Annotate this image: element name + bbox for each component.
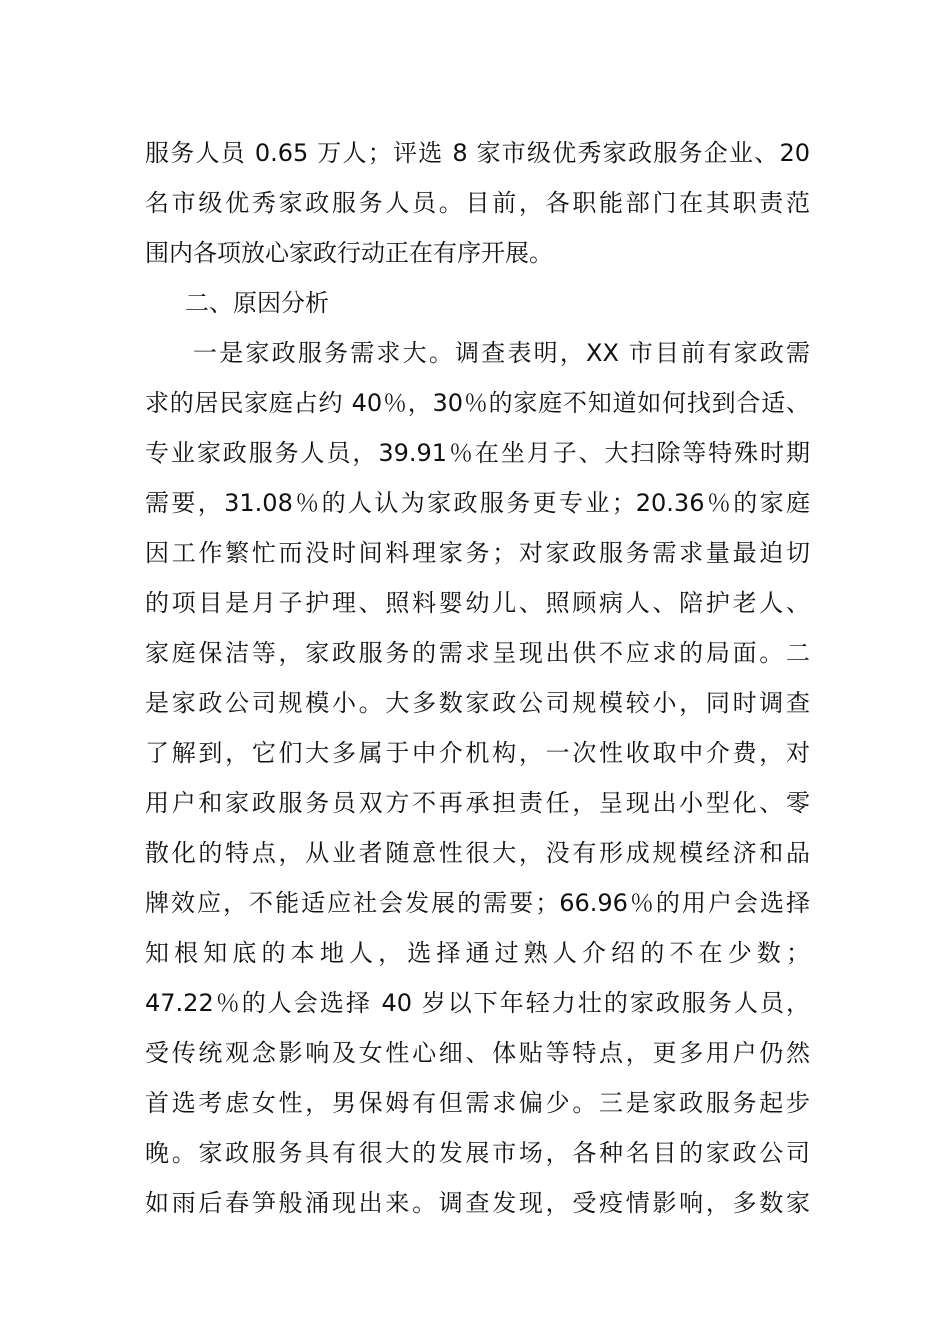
- text-line: 了解到，它们大多属于中介机构，一次性收取中介费，对: [145, 739, 810, 767]
- text-line: 因工作繁忙而没时间料理家务；对家政服务需求量最迫切: [145, 539, 810, 567]
- text-line: 首选考虑女性，男保姆有但需求偏少。三是家政服务起步: [145, 1089, 810, 1117]
- text-line: 求的居民家庭占约 40％，30％的家庭不知道如何找到合适、: [145, 389, 810, 417]
- text-line: 散化的特点，从业者随意性很大，没有形成规模经济和品: [145, 839, 810, 867]
- text-line: 名市级优秀家政服务人员。目前，各职能部门在其职责范: [145, 189, 810, 217]
- text-line: 知根知底的本地人，选择通过熟人介绍的不在少数；: [145, 939, 810, 967]
- text-line: 受传统观念影响及女性心细、体贴等特点，更多用户仍然: [145, 1039, 810, 1067]
- text-line: 专业家政服务人员，39.91％在坐月子、大扫除等特殊时期: [145, 439, 810, 467]
- text-line: 围内各项放心家政行动正在有序开展。: [145, 239, 553, 267]
- text-line: 47.22％的人会选择 40 岁以下年轻力壮的家政服务人员，: [145, 989, 810, 1017]
- text-line: 用户和家政服务员双方不再承担责任，呈现出小型化、零: [145, 789, 810, 817]
- text-line: 如雨后春笋般涌现出来。调查发现，受疫情影响，多数家: [145, 1189, 810, 1217]
- text-line: 牌效应，不能适应社会发展的需要；66.96％的用户会选择: [145, 889, 810, 917]
- text-line: 的项目是月子护理、照料婴幼儿、照顾病人、陪护老人、: [145, 589, 810, 617]
- text-line: 是家政公司规模小。大多数家政公司规模较小，同时调查: [145, 689, 810, 717]
- text-line: 家庭保洁等，家政服务的需求呈现出供不应求的局面。二: [145, 639, 810, 667]
- text-line: 服务人员 0.65 万人；评选 8 家市级优秀家政服务企业、20: [145, 139, 810, 167]
- paragraph-first-line: 一是家政服务需求大。调查表明，XX 市目前有家政需: [193, 339, 810, 367]
- body-text: [145, 128, 810, 1228]
- text-line: 需要，31.08％的人认为家政服务更专业；20.36％的家庭: [145, 489, 810, 517]
- text-line: 晚。家政服务具有很大的发展市场，各种名目的家政公司: [145, 1139, 810, 1167]
- section-heading: 二、原因分析: [185, 289, 329, 317]
